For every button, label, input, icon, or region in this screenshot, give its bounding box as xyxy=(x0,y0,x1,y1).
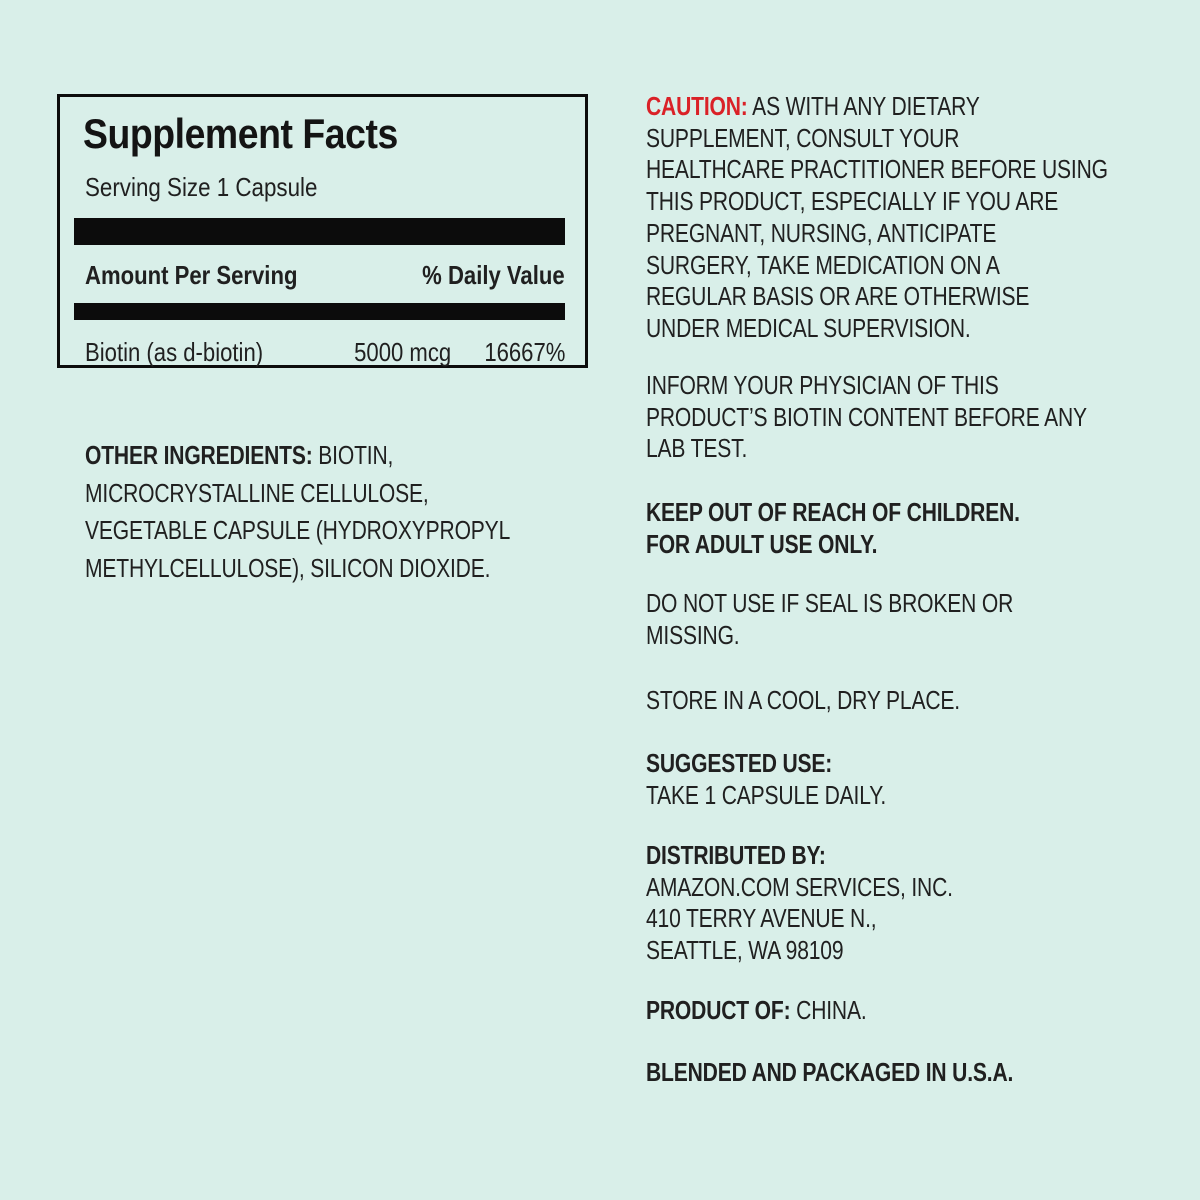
table-row xyxy=(85,337,565,367)
other-ingredients-text: BIOTIN, MICROCRYSTALLINE CELLULOSE, VEGETABLE CAPSULE (HYDROXYPROPYL METHYLCELLULOSE), SILICON DIOXIDE. xyxy=(85,440,511,583)
caution-paragraph xyxy=(646,91,1108,345)
distributed-by-paragraph xyxy=(646,840,953,967)
suggested-use-label: SUGGESTED USE: xyxy=(646,748,833,778)
product-of-text: CHINA. xyxy=(796,995,867,1025)
product-of-paragraph xyxy=(646,995,867,1027)
suggested-use-text: TAKE 1 CAPSULE DAILY. xyxy=(646,779,887,810)
serving-size-text: Serving Size 1 Capsule xyxy=(85,172,318,202)
panel-title: Supplement Facts xyxy=(83,110,398,157)
caution-label: CAUTION: xyxy=(646,91,748,121)
ingredient-daily-value: 16667% xyxy=(483,337,565,367)
product-of-label: PRODUCT OF: xyxy=(646,995,791,1025)
keep-out-paragraph xyxy=(646,497,1020,560)
blended-packaged-paragraph xyxy=(646,1057,1013,1089)
supplement-facts-panel xyxy=(57,94,588,368)
inform-physician-paragraph xyxy=(646,370,1087,465)
divider-bar-thick xyxy=(74,218,565,245)
blended-packaged-text: BLENDED AND PACKAGED IN U.S.A. xyxy=(646,1057,1014,1087)
storage-paragraph xyxy=(646,685,960,717)
caution-text: AS WITH ANY DIETARY SUPPLEMENT, CONSULT YOUR HEALTHCARE PRACTITIONER BEFORE USING THIS PRODUCT, ESPECIALLY IF YOU ARE PREGNANT, NURSING, ANTICIPATE SURGERY, TAKE MEDICATION ON A REGULAR BASIS OR ARE OTHERWISE UNDER MEDICAL SUPERVISION. xyxy=(646,91,1108,343)
distributed-by-label: DISTRIBUTED BY: xyxy=(646,840,826,870)
keep-out-text: KEEP OUT OF REACH OF CHILDREN. FOR ADULT USE ONLY. xyxy=(646,497,1020,559)
distributed-by-address: AMAZON.COM SERVICES, INC. 410 TERRY AVENUE N., SEATTLE, WA 98109 xyxy=(646,871,953,966)
storage-text: STORE IN A COOL, DRY PLACE. xyxy=(646,685,960,715)
ingredient-amount: 5000 mcg xyxy=(354,337,452,367)
do-not-use-text: DO NOT USE IF SEAL IS BROKEN OR MISSING. xyxy=(646,588,1014,650)
other-ingredients-paragraph xyxy=(85,437,510,587)
column-daily-value: % Daily Value xyxy=(422,260,565,290)
ingredient-name: Biotin (as d-biotin) xyxy=(85,337,264,367)
other-ingredients-label: OTHER INGREDIENTS: xyxy=(85,440,313,470)
divider-bar-thin xyxy=(74,303,565,320)
suggested-use-paragraph xyxy=(646,748,886,811)
facts-table-header xyxy=(85,260,565,290)
do-not-use-paragraph xyxy=(646,588,1013,651)
inform-physician-text: INFORM YOUR PHYSICIAN OF THIS PRODUCT’S BIOTIN CONTENT BEFORE ANY LAB TEST. xyxy=(646,370,1087,464)
column-amount-per-serving: Amount Per Serving xyxy=(85,260,298,290)
